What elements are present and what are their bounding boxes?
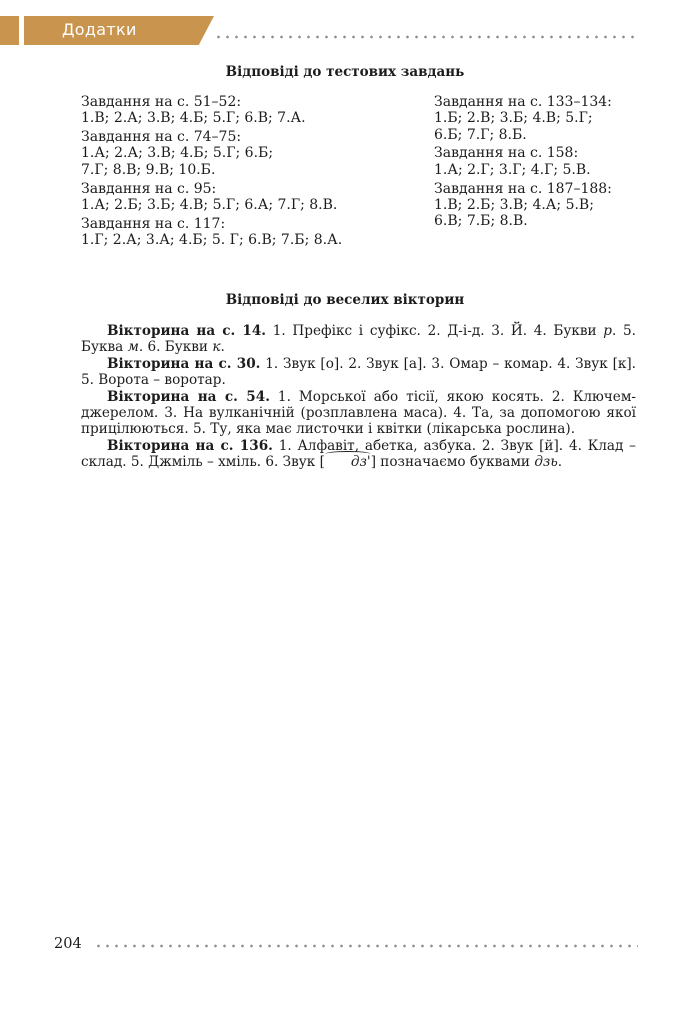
quiz-label: Вікторина на с. 54.: [107, 388, 270, 405]
quiz-text: 1. Звук [о]. 2. Звук [а]. 3. Омар – комар. 4. Звук [к]. 5. Ворота – воротар.: [81, 355, 636, 389]
test-answers: 1.Г; 2.А; 3.А; 4.Б; 5. Г; 6.В; 7.Б; 8.А.: [81, 232, 343, 249]
quiz-text: 1. Морської або тісії, якою косять. 2. Ключем-джерелом. 3. На вулканічній (розплавлена маса). 4. Та, за допомогою якої прицілюються. 5. Ту, яка має листочки і квітки (лікарська рослина).: [81, 388, 637, 438]
page-number: 204: [54, 936, 82, 952]
test-group-heading: Завдання на с. 74–75:: [81, 129, 242, 146]
test-answers: 1.В; 2.Б; 3.В; 4.А; 5.В;: [434, 196, 594, 213]
quiz-text: 1. Префікс і суфікс. 2. Д-і-д. 3. Й. 4. Букви: [266, 323, 604, 339]
test-group-heading: Завдання на с. 95:: [81, 180, 217, 197]
quiz-text: .: [557, 454, 563, 471]
test-group-heading: Завдання на с. 117:: [81, 215, 226, 232]
quiz-letter: к: [212, 339, 221, 356]
test-group: [81, 216, 421, 249]
footer-dotted-rule: [94, 944, 638, 948]
test-group: [81, 94, 421, 127]
tests-right-column: [434, 94, 649, 232]
sound-transcription: дз': [325, 454, 371, 470]
tests-left-column: [81, 94, 421, 251]
quiz-letters: дзь: [534, 454, 558, 471]
test-group-heading: Завдання на с. 51–52:: [81, 94, 242, 110]
quizzes-title: Відповіді до веселих вікторин: [225, 292, 465, 308]
quiz-label: Вікторина на с. 30.: [107, 355, 261, 372]
test-answers: 6.В; 7.Б; 8.В.: [434, 213, 528, 230]
header-left-stub: [0, 16, 19, 45]
test-group: [434, 181, 649, 230]
quiz-paragraph-136: [81, 438, 636, 471]
test-answers: 1.А; 2.Б; 3.Б; 4.В; 5.Г; 6.А; 7.Г; 8.В.: [81, 196, 338, 213]
test-answers: 1.А; 2.А; 3.В; 4.Б; 5.Г; 6.Б;: [81, 145, 274, 162]
section-header-title: Додатки: [62, 20, 137, 39]
quiz-paragraph-54: [81, 389, 636, 438]
quiz-text: . 5. Буква: [81, 323, 636, 356]
test-answers: 7.Г; 8.В; 9.В; 10.Б.: [81, 161, 216, 178]
quiz-text: ] позначаємо буквами: [370, 454, 535, 471]
header-dotted-rule: [214, 35, 638, 39]
quiz-text: . 6. Букви: [138, 339, 213, 356]
quiz-paragraph-30: [81, 356, 636, 389]
test-group: [81, 129, 421, 178]
test-answers: 1.А; 2.Г; 3.Г; 4.Г; 5.В.: [434, 161, 591, 178]
test-group: [81, 181, 421, 214]
test-group-heading: Завдання на с. 158:: [434, 145, 579, 162]
test-group-heading: Завдання на с. 133–134:: [434, 94, 612, 110]
quiz-label: Вікторина на с. 14.: [107, 323, 267, 339]
test-group: [434, 94, 649, 143]
test-answers: 1.В; 2.А; 3.В; 4.Б; 5.Г; 6.В; 7.А.: [81, 110, 306, 127]
quiz-paragraph-14: [81, 323, 636, 356]
quiz-label: Вікторина на с. 136.: [107, 437, 273, 454]
test-group: [434, 145, 649, 178]
quiz-text: .: [220, 339, 225, 356]
quiz-letter: м: [127, 339, 139, 356]
quiz-text: 1. Алфавіт, абетка, азбука. 2. Звук [й]. 4. Клад – склад. 5. Джміль – хміль. 6. Звук [: [81, 437, 636, 471]
test-group-heading: Завдання на с. 187–188:: [434, 180, 612, 197]
quiz-answers: [81, 323, 636, 471]
tests-title: Відповіді до тестових завдань: [225, 64, 465, 80]
test-answers: 6.Б; 7.Г; 8.Б.: [434, 126, 527, 143]
quiz-letter: р: [603, 323, 612, 339]
test-answers: 1.Б; 2.В; 3.Б; 4.В; 5.Г;: [434, 110, 593, 127]
